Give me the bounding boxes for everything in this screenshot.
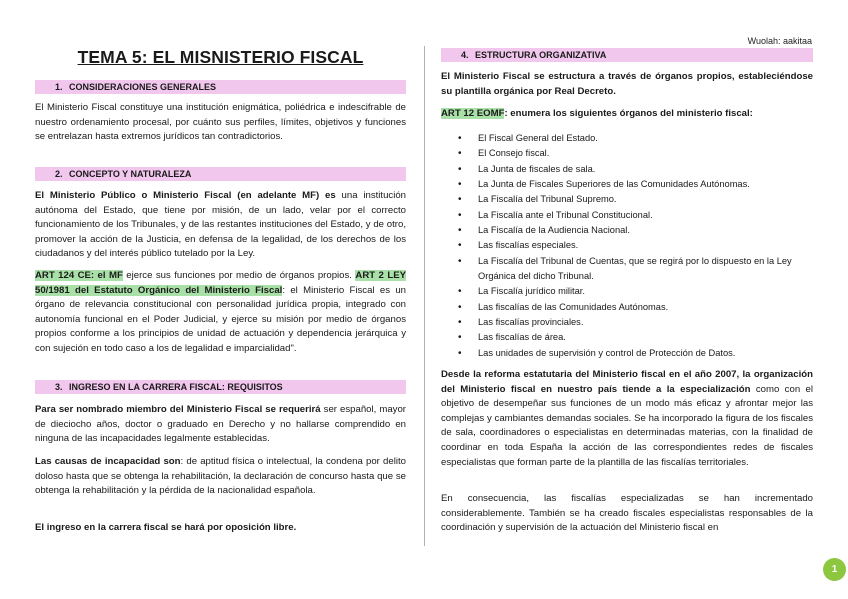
- list-item: • La Fiscalía jurídico militar.: [441, 284, 813, 299]
- page-number-badge: 1: [823, 558, 846, 581]
- section-3-heading: [35, 380, 406, 394]
- list-item: • La Fiscalía ante el Tribunal Constitucional.: [441, 208, 813, 223]
- paragraph: El Ministerio Fiscal constituye una institución enigmática, poliédrica e indescifrable de nuestro ordenamiento procesal, por cuánto sus perfiles, límites, objetivos y funciones se entrelazan hasta extremos jurídicos tan contradictorios.: [35, 102, 406, 143]
- section-number: 2.: [55, 169, 63, 179]
- highlighted-reference: ART 2 LEY 50/1981 del Estatuto Orgánico del Ministerio Fiscal: [35, 270, 406, 296]
- organs-list: [441, 131, 813, 361]
- section-number: 1.: [55, 82, 63, 92]
- list-item: • El Consejo fiscal.: [441, 146, 813, 161]
- text: una institución autónoma del Estado, que tiene por misión, de un lado, velar por el correcto funcionamiento de los Tribunales, y de las restantes instituciones del Estado, y de otro, promover la acción de la Justicia, en defensa de la legalidad, de los derechos de los ciudadanos y del interés público tutelado por la Ley.: [35, 190, 407, 260]
- list-item: • Las fiscalías provinciales.: [441, 315, 813, 330]
- highlighted-reference: ART 124 CE: el MF: [35, 270, 123, 281]
- list-item: • La Fiscalía de la Audiencia Nacional.: [441, 223, 813, 238]
- text: ser español, mayor de dieciocho años, doctor o graduado en Derecho y no hallarse comprendido en ninguna de las incapacidades legalmente establecidas.: [35, 404, 406, 445]
- paragraph: El ingreso en la carrera fiscal se hará por oposición libre.: [35, 522, 297, 533]
- section-label: ESTRUCTURA ORGANIZATIVA: [475, 50, 607, 60]
- list-item: • Las fiscalías de área.: [441, 330, 813, 345]
- section-number: 3.: [55, 382, 63, 392]
- paragraph: En consecuencia, las fiscalías especializadas se han incrementado considerablemente. También se ha creado fiscales especialistas responsables de la coordinación y supervisión de la actuación del Ministerio fiscal en: [441, 493, 813, 534]
- paragraph: [35, 455, 406, 499]
- bold-text: : enumera los siguientes órganos del ministerio fiscal:: [504, 108, 753, 119]
- bold-text: El Ministerio Público o Ministerio Fiscal (en adelante MF) es: [35, 190, 336, 201]
- bold-text: Para ser nombrado miembro del Ministerio Fiscal se requerirá: [35, 404, 321, 415]
- section-label: CONCEPTO Y NATURALEZA: [69, 169, 192, 179]
- list-item: • La Junta de Fiscales Superiores de las Comunidades Autónomas.: [441, 177, 813, 192]
- section-4-heading: [441, 48, 813, 62]
- watermark: Wuolah: aakitaa: [747, 36, 812, 46]
- text: : de aptitud física o intelectual, la condena por delito doloso hasta que se obtenga la rehabilitación, la declaración de concurso hasta que se obtenga la rehabilitación y la pérdida de la nacionalidad española.: [35, 456, 406, 497]
- list-item: • Las fiscalías de las Comunidades Autónomas.: [441, 300, 813, 315]
- section-number: 4.: [461, 50, 469, 60]
- paragraph: [35, 403, 406, 447]
- list-item: • La Fiscalía del Tribunal Supremo.: [441, 192, 813, 207]
- paragraph: El Ministerio Fiscal se estructura a través de órganos propios, estableciéndose su plantilla orgánica por Real Decreto.: [441, 71, 813, 97]
- section-label: INGRESO EN LA CARRERA FISCAL: REQUISITOS: [69, 382, 283, 392]
- paragraph: [35, 269, 406, 357]
- list-item: • Las unidades de supervisión y control de Protección de Datos.: [441, 346, 813, 361]
- section-2-heading: [35, 167, 406, 181]
- paragraph: [441, 107, 813, 122]
- text: : el Ministerio Fiscal es un órgano de relevancia constitucional con personalidad jurídica propia, integrado con autonomía funcional en el Poder Judicial, y ejerce su misión por medio de órganos propios conforme a los principios de unidad de actuación y dependencia jerárquica y con sujeción en todo caso a los de legalidad e imparcialidad".: [35, 284, 406, 354]
- list-item: • La Junta de fiscales de sala.: [441, 162, 813, 177]
- paragraph: [441, 368, 813, 470]
- text: como con el objetivo de desempeñar sus funciones de un modo más eficaz y afrontar mejor las complejas y cambiantes demandas sociales. Se ha incorporado la figura de los fiscales de sala, coordinadores o especialistas en determinadas materias, con la finalidad de coordinar en toda España la acción de las correspondientes redes de fiscales especialistas que forman parte de la plantilla de las fiscalías territoriales.: [441, 383, 813, 468]
- section-1-heading: [35, 80, 406, 94]
- text: ejerce sus funciones por medio de órganos propios.: [122, 270, 356, 281]
- page-title: TEMA 5: EL MISNISTERIO FISCAL: [77, 47, 364, 67]
- bold-text: Las causas de incapacidad son: [35, 456, 181, 467]
- list-item: • La Fiscalía del Tribunal de Cuentas, que se regirá por lo dispuesto en la Ley Orgánica del dicho Tribunal.: [441, 254, 813, 285]
- bold-text: Desde la reforma estatutaria del Ministerio fiscal en el año 2007, la organización del Ministerio fiscal en nuestro país tiende a la especialización: [441, 369, 813, 395]
- section-label: CONSIDERACIONES GENERALES: [69, 82, 217, 92]
- list-item: • Las fiscalías especiales.: [441, 238, 813, 253]
- list-item: • El Fiscal General del Estado.: [441, 131, 813, 146]
- column-divider: [424, 46, 425, 546]
- paragraph: [35, 189, 406, 262]
- highlighted-reference: ART 12 EOMF: [441, 108, 505, 119]
